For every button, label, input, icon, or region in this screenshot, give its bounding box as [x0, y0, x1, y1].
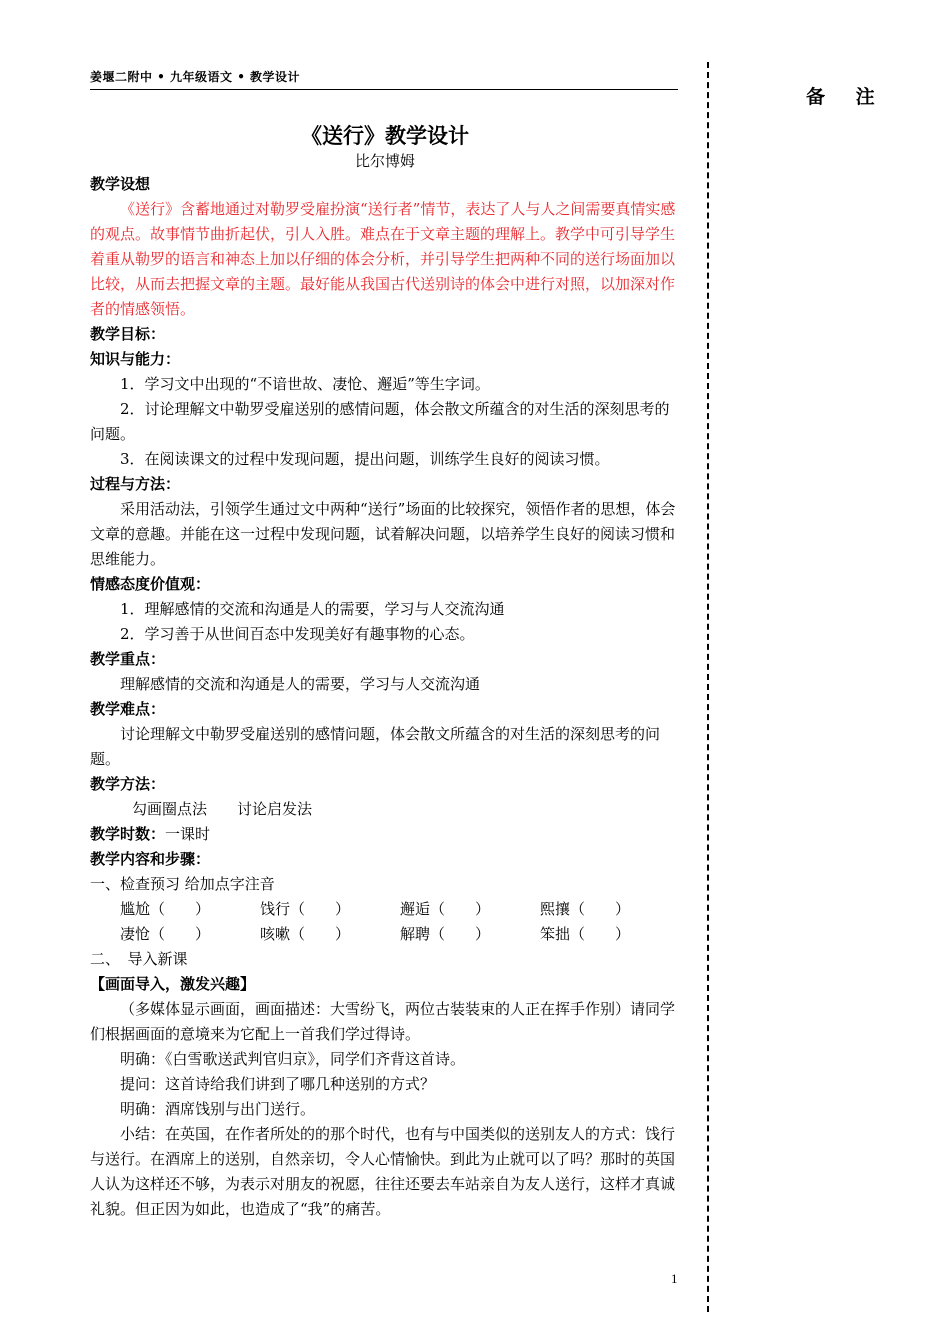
emotion-item: 2．学习善于从世间百态中发现美好有趣事物的心态。: [120, 625, 475, 643]
emotion-heading: 情感态度价值观：: [90, 575, 211, 593]
paragraph: 小结：在英国，在作者所处的的那个时代，也有与中国类似的送别友人的方式：饯行与送行。在酒席上的送别，自然亲切，令人心情愉快。到此为止就可以了吗？那时的英国人认为这样还不够，为表示对朋友的祝愿，往往还要去车站亲自为友人送行，这样才真诚礼貌。但正因为如此，也造成了“我”的痛苦。: [90, 1125, 676, 1218]
steps-heading: 教学内容和步骤：: [90, 850, 211, 868]
knowledge-item: 2．讨论理解文中勒罗受雇送别的感情问题，体会散文所蕴含的对生活的深刻思考的问题。: [90, 400, 670, 443]
vocab-row: [90, 922, 680, 947]
difficulty-heading: 教学难点：: [90, 700, 166, 718]
knowledge-item: 3．在阅读课文的过程中发现问题，提出问题，训练学生良好的阅读习惯。: [120, 450, 610, 468]
knowledge-item: 1．学习文中出现的“不谙世故、凄怆、邂逅”等生字词。: [120, 375, 490, 393]
vocab-item: 尴尬（ ）: [120, 900, 211, 918]
method-text: 勾画圈点法 讨论启发法: [132, 800, 313, 818]
vocab-item: 熙攘（ ）: [540, 900, 631, 918]
focus-text: 理解感情的交流和沟通是人的需要，学习与人交流沟通: [120, 675, 481, 693]
vocab-row: [90, 897, 680, 922]
vocab-item: 笨拙（ ）: [540, 925, 631, 943]
time-text: 一课时: [165, 825, 211, 843]
document-header: 姜堰二附中 • 九年级语文 • 教学设计: [90, 68, 678, 90]
margin-divider: [707, 62, 709, 1312]
step-two: 二、 导入新课: [90, 950, 188, 968]
vocab-item: 解聘（ ）: [400, 925, 491, 943]
method-heading: 教学方法：: [90, 775, 166, 793]
vocab-item: 凄怆（ ）: [120, 925, 211, 943]
paragraph: （多媒体显示画面，画面描述：大雪纷飞，两位古装装束的人正在挥手作别）请同学们根据画面的意境来为它配上一首我们学过得诗。: [90, 1000, 676, 1043]
vocab-item: 邂逅（ ）: [400, 900, 491, 918]
vocab-item: 咳嗽（ ）: [260, 925, 351, 943]
page-number: 1: [671, 1271, 678, 1286]
emotion-item: 1．理解感情的交流和沟通是人的需要，学习与人交流沟通: [120, 600, 505, 618]
time-heading: 教学时数：: [90, 825, 166, 843]
page-title: 《送行》教学设计: [301, 124, 469, 148]
step-one: 一、检查预习 给加点字注音: [90, 875, 275, 893]
author: 比尔博姆: [354, 152, 415, 170]
paragraph: 提问：这首诗给我们讲到了哪几种送别的方式？: [120, 1075, 436, 1093]
time-line: [90, 822, 680, 847]
design-idea-heading: 教学设想: [90, 175, 151, 193]
document-body: [90, 122, 680, 1222]
design-idea-text: 《送行》含蓄地通过对勒罗受雇扮演“送行者”情节，表达了人与人之间需要真情实感的观点。故事情节曲折起伏，引人入胜。难点在于文章主题的理解上。教学中可引导学生着重从勒罗的语言和神态上加以仔细的体会分析，并引导学生把两种不同的送行场面加以比较，从而去把握文章的主题。最好能从我国古代送别诗的体会中进行对照，以加深对作者的情感领悟。: [90, 200, 676, 318]
knowledge-heading: 知识与能力：: [90, 350, 181, 368]
goals-heading: 教学目标：: [90, 325, 166, 343]
process-heading: 过程与方法：: [90, 475, 181, 493]
paragraph: 明确：酒席饯别与出门送行。: [120, 1100, 316, 1118]
vocab-item: 饯行（ ）: [260, 900, 351, 918]
process-text: 采用活动法，引领学生通过文中两种“送行”场面的比较探究，领悟作者的思想，体会文章的意趣。并能在这一过程中发现问题，试着解决问题，以培养学生良好的阅读习惯和思维能力。: [90, 500, 676, 568]
difficulty-text: 讨论理解文中勒罗受雇送别的感情问题，体会散文所蕴含的对生活的深刻思考的问题。: [90, 725, 661, 768]
notes-column-label: 备 注: [806, 86, 887, 108]
focus-heading: 教学重点：: [90, 650, 166, 668]
paragraph: 明确：《白雪歌送武判官归京》，同学们齐背这首诗。: [120, 1050, 466, 1068]
step-two-subtitle: 【画面导入，激发兴趣】: [90, 975, 256, 993]
